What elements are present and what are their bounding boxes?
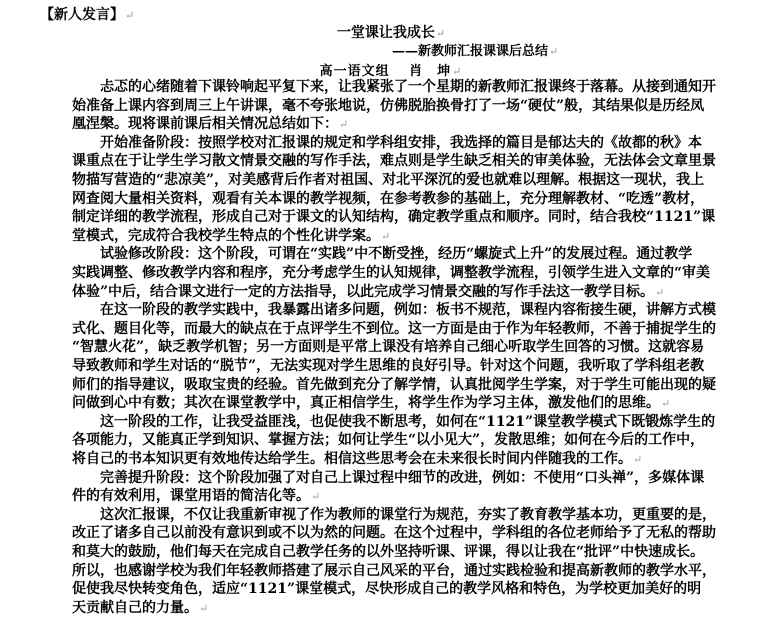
body-line (100, 134, 702, 152)
body-line (72, 376, 716, 394)
paragraph-mark-icon: ↵ (452, 65, 463, 78)
body-line (100, 506, 716, 524)
paragraph-mark-icon: ↵ (381, 229, 391, 243)
body-line (72, 431, 704, 449)
body-line (72, 524, 716, 542)
paragraph-mark-icon: ↵ (655, 285, 665, 299)
body-line-text: 实践调整、修改教学内容和程序，充分考虑学生的认知规律，调整教学流程，引领学生进入文章的“审美 (72, 265, 711, 281)
paragraph-mark-icon: ↵ (199, 601, 209, 615)
body-line (72, 264, 710, 282)
title-text: 一堂课让我成长 (336, 25, 435, 41)
body-line-text: 堂模式，完成符合我校学生特点的个性化讲学案。 (72, 227, 380, 244)
body-line (72, 283, 664, 302)
body-line (100, 413, 715, 431)
body-line-text: 凰涅槃。现将课前课后相关情况总结如下： (72, 116, 338, 133)
header-tag (40, 4, 134, 24)
paragraph-mark-icon: ↵ (435, 27, 446, 40)
body-line-text: 试验修改阶段：这个阶段，可谓在“实践”中不断受挫，经历“螺旋式上升”的发展过程。通过教学 (100, 246, 693, 263)
body-line-text: 物描写营造的“悲凉美”，对美感背后作者对祖国、对北平深沉的爱也就难以理解。根据这一现状，我上 (72, 172, 705, 188)
body-line (72, 320, 716, 338)
body-line (72, 394, 670, 413)
body-line-text: 件的有效利用，课堂用语的简洁化等。 (72, 488, 310, 505)
header-tag-text: 【新人发言】 (40, 7, 124, 23)
body-line (72, 543, 704, 561)
body-line-text: 课重点在于让学生学习散文情景交融的写作手法，难点则是学生缺乏相关的审美体验，无法体会文章里景 (72, 153, 716, 170)
body-line-text: 网查阅大量相关资料，观看有关本课的教学视频，在参考教参的基础上，充分理解教材、“吃透”教材， (72, 190, 705, 207)
paragraph-mark-icon: ↵ (633, 453, 643, 466)
body-line (72, 97, 704, 115)
body-line-text: 式化、题目化等，而最大的缺点在于点评学生不到位。这一方面是由于作为年轻教师，不善于捕捉学生的 (72, 320, 716, 337)
body-line-text: “智慧火花”，缺乏教学机智；另一方面则是平常上课没有培养自己细心听取学生回答的习惯。这就容易 (72, 339, 705, 356)
body-line-text: 各项能力，又能真正学到知识、掌握方法；如何让学生“以小见大”，发散思维；如何在今后的工作中， (72, 432, 705, 449)
body-line-text: 所以，也感谢学校为我们年轻教师搭建了展示自己风采的平台，通过实践检验和提高新教师的教学水平， (72, 562, 716, 579)
body-line (72, 171, 704, 189)
body-line (72, 208, 715, 226)
body-line (100, 245, 692, 263)
body-line-text: 导致教师和学生对话的“脱节”，无法实现对学生思维的良好引导。针对这个问题，我听取了学科组老教 (72, 358, 705, 374)
body-line-text: 这一阶段的工作，让我受益匪浅，也促使我不断思考，如何在“1121”课堂教学模式下既锻炼学生的 (100, 413, 716, 430)
body-line-text: 问做到心中有数；其次在课堂教学中，真正相信学生，将学生作为学习主体，激发他们的思维。 (72, 395, 660, 412)
body-line (72, 152, 716, 170)
body-line (72, 580, 701, 598)
body-line (72, 227, 390, 246)
body-line-text: 在这一阶段的教学实践中，我暴露出诸多问题，例如：板书不规范，课程内容衔接生硬，讲解方式模 (100, 302, 716, 319)
body-line (100, 301, 716, 319)
body-line-text: 开始准备阶段：按照学校对汇报课的规定和学科组安排，我选择的篇目是郁达夫的《故都的秋》本 (100, 134, 702, 151)
body-line (72, 190, 704, 208)
body-line-text: 改正了诸多自己以前没有意识到或不以为然的问题。在这个过程中，学科组的各位老师给予了无私的帮助 (72, 525, 716, 542)
body-line (72, 562, 716, 580)
body-line-text: 天贡献自己的力量。 (72, 599, 198, 616)
body-line (72, 357, 704, 375)
document-title (0, 22, 782, 42)
body-line (72, 599, 208, 618)
body-line (72, 338, 704, 356)
subtitle-text: ——新教师汇报课课后总结 (392, 44, 549, 59)
body-line (100, 78, 716, 96)
body-line-text: 体验”中后，结合课文进行一定的方法指导，以此完成学习情景交融的写作手法这一教学目标。 (72, 283, 655, 300)
paragraph-mark-icon: ↵ (125, 9, 135, 22)
paragraph-mark-icon: ↵ (339, 118, 349, 132)
body-line (72, 487, 320, 506)
document-author (0, 60, 782, 79)
author-text: 高一语文组 肖 坤 (319, 64, 452, 79)
body-line-text: 将自己的书本知识更有效地传达给学生。相信这些思考会在未来很长时间内伴随我的工作。 (72, 451, 632, 467)
body-line (100, 469, 704, 487)
body-line-text: 这次汇报课，不仅让我重新审视了作为教师的课堂行为规范，夯实了教育教学基本功，更重要的是， (100, 506, 716, 523)
body-line-text: 始准备上课内容到周三上午讲课，毫不夸张地说，仿佛脱胎换骨打了一场“硬仗”般，其结果似是历经凤 (72, 97, 705, 114)
body-line-text: 促使我尽快转变角色，适应“1121”课堂模式，尽快形成自己的教学风格和特色，为学校更加美好的明 (72, 581, 702, 598)
paragraph-mark-icon: ↵ (549, 45, 559, 58)
document-subtitle (392, 40, 558, 59)
paragraph-mark-icon: ↵ (661, 397, 671, 411)
body-line-text: 制定详细的教学流程，形成自己对于课文的认知结构，确定教学重点和顺序。同时，结合我校“1121”课 (72, 209, 716, 226)
body-line (72, 450, 642, 469)
paragraph-mark-icon: ↵ (311, 490, 321, 504)
body-line (72, 115, 348, 134)
body-line-text: 忐忑的心绪随着下课铃响起平复下来，让我紧张了一个星期的新教师汇报课终于落幕。从接到通知开 (100, 79, 716, 95)
body-line-text: 完善提升阶段：这个阶段加强了对自己上课过程中细节的改进，例如：不使用“口头禅”，多媒体课 (100, 469, 705, 486)
body-line-text: 和莫大的鼓励，他们每天在完成自己教学任务的以外坚持听课、评课，得以让我在“批评”中快速成长。 (72, 544, 705, 560)
body-line-text: 师们的指导建议，吸取宝贵的经验。首先做到充分了解学情，认真批阅学生学案，对于学生可能出现的疑 (72, 376, 716, 393)
